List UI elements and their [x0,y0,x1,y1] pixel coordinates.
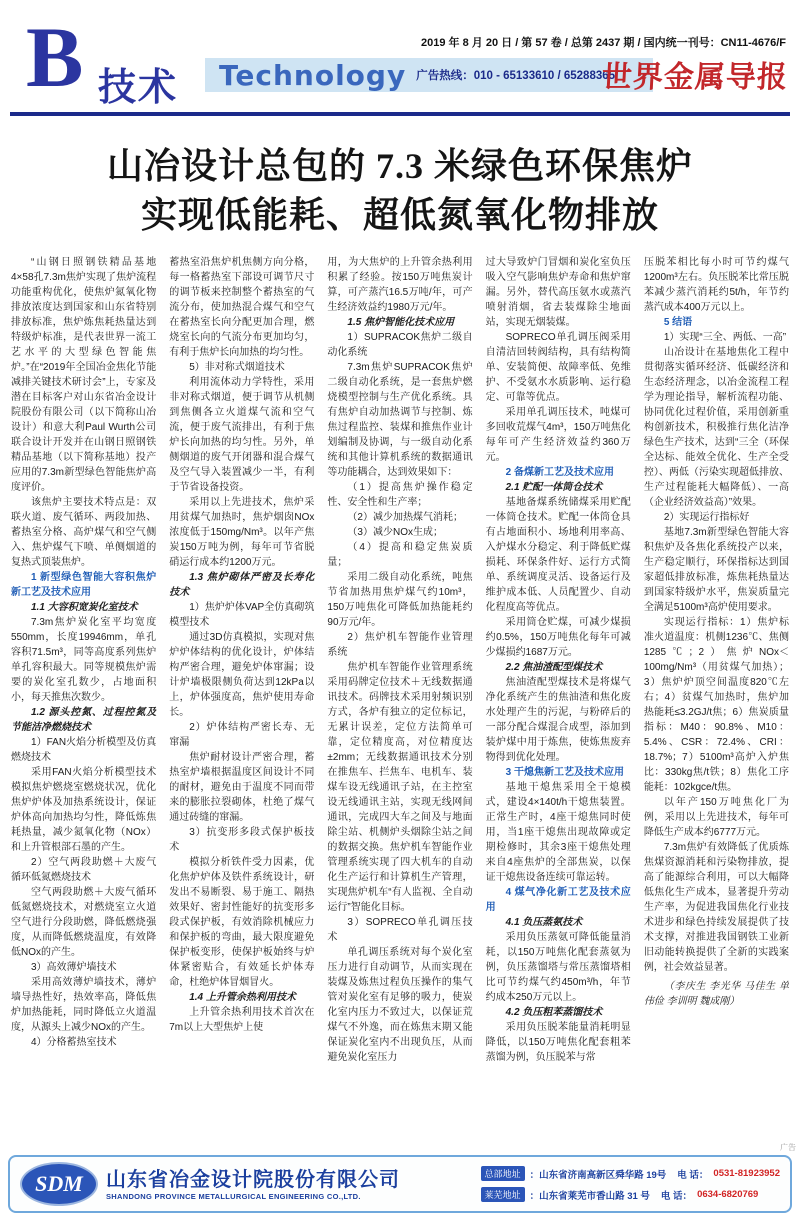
section-name: 技术 [98,67,179,109]
paragraph: 3）SOPRECO单孔调压技术 [327,917,473,944]
column-4 [486,255,631,1147]
section-heading: 1 新型绿色智能大容积焦炉新工艺及技术应用 [11,572,157,599]
paragraph: “山钢日照钢铁精品基地4×58孔7.3m焦炉实现了焦炉流程功能重构优化，使焦炉氮氧化物排放浓度达到国家和山东省特别排放标准，焦炉炼焦耗热量达到特级炉标准，是代表世界一流工艺水平的大型绿色智能焦炉。”在“2019年全国冶金焦化节能减排关键技术研讨会”上，专家及潜在目标客户对山东省冶金设计院股份有限公司（以下简称山冶设计）和意大利Paul Wurth公司联合设计开发并在山钢日照钢铁精品基地（以下简称基地）投产应用的7.3m新型绿色智能焦炉高度评价。 [11,257,157,494]
address-row [481,1166,780,1181]
paragraph: （2）减少加热煤气消耗； [347,512,463,524]
paragraph: 1）焦炉炉体VAP全仿真砌筑模型技术 [169,602,315,629]
paragraph: 1）实现“三全、两低、一高” [663,332,787,344]
sub-heading: 4.1 负压蒸氨技术 [505,917,583,929]
paragraph: 焦炉机车智能作业管理系统采用码牌定位技术＋无线数据通讯技术。码牌技术采用射频识别方式，各炉有独立的定位标记，无累计误差，定位方法简单可靠，定位精度高，对位精度达±2mm；无线数据通讯技术分别在推焦车、拦焦车、电机车、装煤车设无线通讯子站，在主控室设无线通讯主站，实现无线网间通讯，完成四大车之间及与地面除尘站、机侧炉头烟除尘站之间的数据交换。焦炉机车智能作业管理系统实现了四大机车的自动化生产运行和计算机生产管理，实现焦炉机车“有人监视、全自动运行”智能化目标。 [327,662,473,914]
sub-heading: 2.1 贮配一体筒仓技术 [505,482,603,494]
article-title [18,142,782,239]
column-2 [169,255,314,1147]
paragraph: 上升管余热利用技术首次在7m以上大型焦炉上使 [169,1007,315,1034]
paragraph: SOPRECO单孔调压阀采用自清洁回转阀结构，具有结构简单、安装简便、故障率低、免维护、不受氨水水质影响、运行稳定、可靠等优点。 [485,332,631,404]
paragraph: 5）非对称式烟道技术 [189,362,285,374]
sub-heading: 1.3 焦炉砌体严密及长寿化技术 [169,572,315,599]
paragraph: 3）抗变形多段式保护板技术 [169,827,315,854]
paragraph: 基地干熄焦采用全干熄模式，建设4×140t/h干熄焦装置。正常生产时，4座干熄焦同时使用，当1座干熄焦出现故障或定期检修时，其余3座干熄焦处理来自4座焦炉的全部焦炭，以保证干熄焦设备连续可靠运转。 [485,782,631,884]
section-letter: B [26,9,84,105]
sub-heading: 1.5 焦炉智能化技术应用 [347,317,455,329]
ad-mark: 广告 [780,1143,796,1152]
paragraph: （3）减少NOx生成； [347,527,443,539]
paragraph: 单孔调压系统对每个炭化室压力进行自动调节，从而实现在装煤及炼焦过程负压操作的集气管对炭化室有足够的吸力，使炭化室内压力不致过大，以保证荒煤气不外逸，而在炼焦末期又能保证炭化室内不出现负压，从而避免炭化室压力 [327,947,473,1064]
address-text: ：山东省济南高新区舜华路 19号 [529,1169,667,1181]
address-tag: 总部地址 [481,1166,525,1181]
phone-label: 电 话： [677,1169,709,1181]
paragraph: 用，为大焦炉的上升管余热利用积累了经验。按150万吨焦炭计算，可产蒸汽16.5万吨/年，可产生经济效益约1980万元/年。 [327,257,473,314]
paragraph: 7.3m焦炉有效降低了优质炼焦煤资源消耗和污染物排放，提高了能源综合利用，可以大幅降低焦化生产成本，显著提升劳动生产率，为促进我国焦化行业技术进步和绿色持续发展提供了技术支撑，对推进我国钢铁工业新旧动能转换提供了全新的实践案例，社会效益显著。 [643,842,790,974]
sdm-logo: SDM [20,1162,98,1206]
paragraph: 焦油渣配型煤技术是将煤气净化系统产生的焦油渣和焦化废水处理产生的污泥，与粉碎后的一部分配合煤混合成型，添加到装炉煤中用于炼焦，使炼焦废弃物得到优化处理。 [485,677,631,764]
issue-info: 2019 年 8 月 20 日 / 第 57 卷 / 总第 2437 期 / 国内统一刊号：CN11-4676/F [421,37,786,49]
paragraph: 压脱苯相比每小时可节约煤气1200m³左右。负压脱苯比常压脱苯减少蒸汽消耗约5t/h，年节约蒸汽成本400万元以上。 [643,257,790,314]
paragraph: 2）空气两段助燃＋大废气循环低氮燃烧技术 [11,857,157,884]
section-heading: 5 结语 [663,317,693,329]
paragraph: 1）SUPRACOK焦炉二级自动化系统 [327,332,473,359]
paragraph: 基地备煤系统储煤采用贮配一体筒仓技术。贮配一体筒仓具有占地面积小、场地利用率高、入炉煤水分稳定、利于降低贮煤损耗、环保条件好、运行方式简单、系统调度灵活、设备运行及维护成本低、人员配置少、自动化程度高等优点。 [485,497,631,614]
paragraph: 以年产150万吨焦化厂为例，采用以上先进技术，每年可降低生产成本约6777万元。 [643,797,790,839]
address-text: ：山东省莱芜市香山路 31 号 [529,1190,650,1202]
company-block [106,1168,400,1201]
byline: （李庆生 李光华 马佳生 单伟俭 李训明 魏成刚） [643,981,790,1008]
address-row [481,1187,780,1202]
masthead-logo: 世界金属导报 [600,61,789,94]
address-tag: 莱芜地址 [481,1187,525,1202]
paragraph: 采用高效薄炉墙技术，薄炉墙导热性好，热效率高，降低焦炉加热能耗，同时降低立火道温度，从源头上减少NOx的产生。 [11,977,157,1034]
column-3 [327,255,472,1147]
sub-heading: 1.2 源头控氮、过程控氮及节能洁净燃烧技术 [11,707,157,734]
paragraph: 基地7.3m新型绿色智能大容积焦炉及各焦化系统投产以来，生产稳定顺行，环保指标达到国家超低排放标准，炼焦耗热量达到国家特级炉水平，焦炭质量完全满足5100m³高炉使用要求。 [643,527,790,614]
phone-number: 0531-81923952 [713,1168,780,1179]
article-title-line1: 山冶设计总包的 7.3 米绿色环保焦炉 [106,146,693,186]
column-1 [11,255,156,1147]
technology-band [205,58,653,92]
header-divider [10,112,790,116]
sub-heading: 4.2 负压粗苯蒸馏技术 [505,1007,603,1019]
paragraph: 2）实现运行指标好 [663,512,750,524]
company-name-en: SHANDONG PROVINCE METALLURGICAL ENGINEERING CO.,LTD. [106,1191,361,1201]
paragraph: 2）炉体结构严密长寿、无窜漏 [169,722,315,749]
paragraph: 采用二级自动化系统，吨焦节省加热用焦炉煤气约10m³，150万吨焦化可降低加热能耗约90万元/年。 [327,572,473,629]
sub-heading: 1.4 上升管余热利用技术 [189,992,296,1004]
paragraph: （4）提高和稳定焦炭质量； [327,542,473,569]
paragraph: 焦炉耐材设计严密合理，蓄热室炉墙根据温度区间设计不同的耐材，避免由于温度不同而带来的膨胀拉裂砌体，杜绝了煤气通过砖缝的窜漏。 [169,752,315,824]
paragraph: 通过3D仿真模拟，实现对焦炉炉体结构的优化设计，炉体结构严密合理，避免炉体窜漏；设计炉墙极限侧负荷达到12kPa以上，炉体强度高，焦炉使用寿命长。 [169,632,315,719]
ad-hotline: 广告热线：010 - 65133610 / 65288365 [416,70,616,82]
paragraph: 山冶设计在基地焦化工程中贯彻落实循环经济、低碳经济和生态经济理念，以冶金流程工程学为理论指导，解析流程功能、协同优化过程价值，采用创新重构创新技术，积极推行焦化洁净绿色生产技术，达到“三全（环保全达标、能效全优化、生产全受控）、两低（污染实现超低排放、生产过程能耗大幅降低）、一高（企业经济效益高）”效果。 [643,347,790,509]
paragraph: 采用负压脱苯能量消耗明显降低，以150万吨焦化配套粗苯蒸馏为例，负压脱苯与常 [485,1022,631,1064]
paragraph: 采用以上先进技术，焦炉采用贫煤气加热时，焦炉烟囱NOx浓度低于150mg/Nm³。以年产焦炭150万吨为例，每年可节省脱硝运行成本约1200万元。 [169,497,315,569]
page-header [0,0,800,116]
paragraph: 7.3m焦炉炭化室平均宽度550mm，长度19946mm，单孔容积71.5m³，同等高度系列焦炉单孔容积最大。同等规模焦炉需要的炭化室孔数少，占地面积小，每天推焦次数少。 [11,617,157,704]
phone-number: 0634-6820769 [697,1189,759,1200]
article-title-line2: 实现低能耗、超低氮氧化物排放 [140,194,659,235]
paragraph: （1）提高焦炉操作稳定性、安全性和生产率； [327,482,473,509]
section-name-en: Technology [219,58,407,92]
paragraph: 该焦炉主要技术特点是：双联火道、废气循环、两段加热、蓄热室分格、高炉煤气和空气侧入、焦炉煤气下喷、单侧烟道的复热式顶装焦炉。 [11,497,157,569]
paragraph: 模拟分析铁件受力因素，优化焦炉炉体及铁件系统设计，研发出不易断裂、易于施工、隔热效果好、密封性能好的抗变形多段式保护板，有效消除机械应力和保护板的弯曲，最大限度避免保护板变形，使保护板始终与炉体紧密贴合，有效延长炉体寿命，杜绝炉体冒烟冒火。 [169,857,315,989]
paragraph: 实现运行指标：1）焦炉标准火道温度：机侧1236℃、焦侧1285℃；2）焦炉NOx＜100mg/Nm³（用贫煤气加热）；3）焦炉炉顶空间温度820℃左右；4）贫煤气加热时，焦炉加热能耗≤3.2GJ/t焦；6）焦炭质量指标：M40：90.8%、M10：5.4%、CSR：72.4%、CRI：18.7%；7）5100m³高炉入炉焦比：330kg焦/t铁；8）焦化工序能耗：102kgce/t焦。 [643,617,790,794]
paragraph: 1）FAN火焰分析模型及仿真燃烧技术 [11,737,157,764]
paragraph: 过大导致炉门冒烟和炭化室负压吸入空气影响焦炉寿命和焦炉窜漏。另外，替代高压氨水或蒸汽喷射消烟，省去装煤除尘地面站，实现无烟装煤。 [485,257,631,329]
sub-heading: 2.2 焦油渣配型煤技术 [505,662,603,674]
page-footer [8,1155,792,1213]
sub-heading: 1.1 大容积宽炭化室技术 [31,602,138,614]
section-heading: 4 煤气净化新工艺及技术应用 [485,887,631,914]
column-5 [644,255,789,1147]
paragraph: 采用筒仓贮煤，可减少煤损约0.5%，150万吨焦化每年可减少煤损约1687万元。 [485,617,631,659]
paragraph: 空气两段助燃＋大废气循环低氮燃烧技术，对燃烧室立火道空气进行分段助燃，降低燃烧强度，从而降低燃烧温度，有效降低NOx的产生。 [11,887,157,959]
phone-label: 电 话： [660,1190,693,1202]
paragraph: 采用单孔调压技术，吨煤可多回收荒煤气4m³，150万吨焦化每年可产生经济效益约360万元。 [485,407,631,464]
paragraph: 利用流体动力学特性，采用非对称式烟道，便于调节从机侧到焦侧各立火道煤气流和空气流，便于废气流排出，有利于焦炉长向加热的均匀性。另外，单侧烟道的废气开闭器和混合煤气及空气导入装置减少一半，有利于节省设备投资。 [169,377,315,494]
paragraph: 4）分格蓄热室技术 [31,1037,117,1049]
paragraph: 蓄热室沿焦炉机焦侧方向分格，每一格蓄热室下部设可调节尺寸的调节板来控制整个蓄热室的气流分布，使加热混合煤气和空气在蓄热室长向分配更加合理，燃烧室长向的气流分布更加均匀，有利于焦炉长向加热的均匀性。 [169,257,315,359]
section-heading: 2 备煤新工艺及技术应用 [505,467,614,479]
article-columns [0,255,800,1147]
company-name-cn: 山东省冶金设计院股份有限公司 [106,1168,400,1191]
paragraph: 采用负压蒸氨可降低能量消耗，以150万吨焦化配套蒸氨为例，负压蒸馏塔与常压蒸馏塔相比可节约煤气约450m³/h，年节约成本250万元以上。 [485,932,631,1004]
paragraph: 采用FAN火焰分析模型技术模拟焦炉燃烧室燃烧状况，优化焦炉炉体及加热系统设计，保证炉体高向加热均匀性，降低炼焦耗热量，减少氮氧化物（NOx）和上升管根部石墨的产生。 [11,767,157,854]
paragraph: 7.3m焦炉SUPRACOK焦炉二级自动化系统，是一套焦炉燃烧模型控制与生产优化系统。具有焦炉自动加热调节与控制、炼焦过程监控、装煤和推焦作业计划编制及协调，与一级自动化系统和其他计算机系统的数据通讯等功能耦合，达到效果如下： [327,362,473,479]
footer-contacts [481,1166,780,1202]
paragraph: 3）高效薄炉墙技术 [31,962,117,974]
paragraph: 2）焦炉机车智能作业管理系统 [327,632,473,659]
section-heading: 3 干熄焦新工艺及技术应用 [505,767,624,779]
